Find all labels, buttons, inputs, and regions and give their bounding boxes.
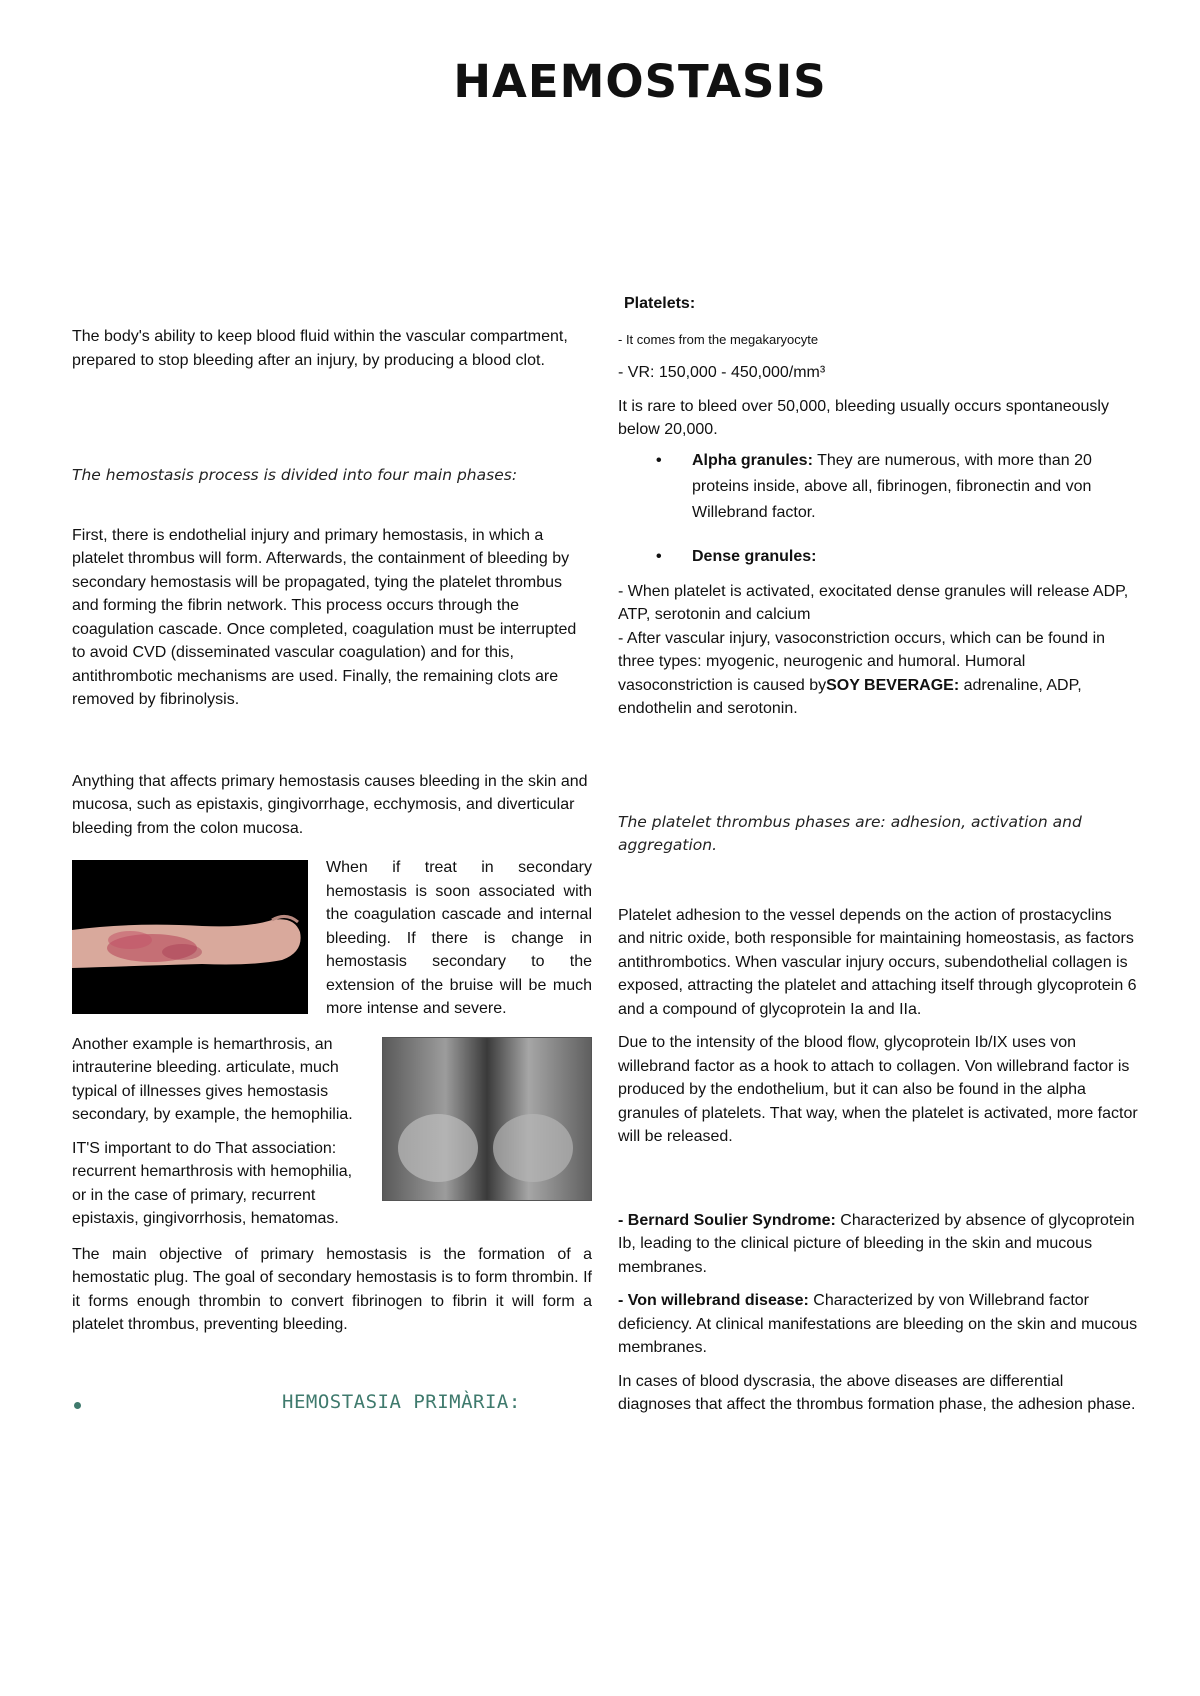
injury-text: - After vascular injury, vasoconstriction occurs, which can be found in three types: myogenic, neurogenic and humoral. Humoral vasoconstriction is caused by — [618, 629, 1106, 694]
arm-section — [72, 856, 592, 1021]
von-willebrand-paragraph — [618, 1289, 1138, 1360]
blood-flow-paragraph: Due to the intensity of the blood flow, glycoprotein Ib/IX uses von willebrand factor as a hook to attach to collagen. Von willebrand factor is produced by the endothelium, but it can also be found in the alpha granules of platelets. That way, when the platelet is activated, more factor will be released. — [618, 1034, 1138, 1145]
platelets-origin: - It comes from the megakaryocyte — [618, 331, 819, 347]
injury-end-text: adrenaline, ADP, endothelin and serotonin. — [618, 676, 1082, 717]
bernard-soulier-paragraph — [618, 1209, 1138, 1280]
objective-paragraph: The main objective of primary hemostasis is the formation of a hemostatic plug. The goal of secondary hemostasis is to form thrombin. If it forms enough thrombin to convert fibrinogen to fibrin it will form a platelet thrombus, preventing bleeding. — [72, 1245, 592, 1333]
phases-intro: The hemostasis process is divided into four main phases: — [72, 466, 518, 484]
bernard-soulier-text: Characterized by absence of glycoprotein Ib, leading to the clinical picture of bleeding in the skin and mucous membranes. — [618, 1211, 1135, 1276]
thrombus-phases: The platelet thrombus phases are: adhesion, activation and aggregation. — [618, 812, 1082, 854]
hemarthrosis-paragraph: Another example is hemarthrosis, an intrauterine bleeding. articulate, much typical of illnesses gives hemostasis secondary, by example, the hemophilia. — [72, 1035, 353, 1123]
bernard-soulier-label: - Bernard Soulier Syndrome: — [618, 1211, 836, 1229]
bullet-dot-icon — [74, 1402, 81, 1409]
activation-paragraph: - When platelet is activated, exocitated dense granules will release ADP, ATP, serotonin and calcium — [618, 582, 1129, 623]
alpha-granules-label: Alpha granules: — [692, 451, 813, 469]
list-item — [618, 448, 1138, 526]
bruised-arm-image — [72, 860, 308, 1014]
adhesion-paragraph: Platelet adhesion to the vessel depends on the action of prostacyclins and nitric oxide, both responsible for maintaining homeostasis, as factors antithrombotics. When vascular injury occurs, subendothelial collagen is exposed, attracting the platelet and attaching itself through glycoprotein 6 and a compound of glycoprotein Ia and IIa. — [618, 906, 1137, 1018]
primary-bleeding-paragraph: Anything that affects primary hemostasis causes bleeding in the skin and mucosa, such as epistaxis, gingivorrhage, ecchymosis, and diverticular bleeding from the colon mucosa. — [72, 772, 588, 837]
phases-paragraph: First, there is endothelial injury and primary hemostasis, in which a platelet thrombus will form. Afterwards, the containment of bleeding by secondary hemostasis will be propagated, tying the platelet thrombus and forming the fibrin network. This process occurs through the coagulation cascade. Once completed, coagulation must be interrupted to avoid CVD (disseminated vascular coagulation) and for this, antithrombotic mechanisms are used. Finally, the remaining clots are removed by fibrinolysis. — [72, 526, 577, 708]
von-willebrand-text: Characterized by von Willebrand factor deficiency. At clinical manifestations are bleeding on the skin and mucous membranes. — [618, 1292, 1138, 1356]
knee-section — [72, 1033, 592, 1231]
bullet-icon: • — [656, 451, 662, 469]
rare-bleed-paragraph: It is rare to bleed over 50,000, bleeding usually occurs spontaneously below 20,000. — [618, 397, 1109, 438]
list-item — [618, 544, 1138, 570]
arm-icon — [72, 860, 308, 1014]
granules-list — [618, 448, 1138, 570]
bullet-icon: • — [656, 547, 662, 565]
von-willebrand-label: - Von willebrand disease: — [618, 1292, 809, 1309]
knee-icon — [383, 1038, 591, 1200]
left-column — [72, 325, 592, 1419]
knee-image — [382, 1037, 592, 1201]
injury-paragraph — [618, 627, 1138, 721]
platelets-heading: Platelets: — [624, 295, 696, 312]
soy-beverage-label: SOY BEVERAGE: — [826, 676, 960, 694]
definition-paragraph: The body's ability to keep blood fluid within the vascular compartment, prepared to stop bleeding after an injury, by producing a blood clot. — [72, 328, 568, 369]
alpha-granules-text: They are numerous, with more than 20 proteins inside, above all, fibrinogen, fibronectin and von Willebrand factor. — [692, 451, 1092, 521]
important-paragraph: IT'S important to do That association: recurrent hemarthrosis with hemophilia, or in the case of primary, recurrent epistaxis, gingivorrhosis, hematomas. — [72, 1139, 353, 1227]
footer-heading-row — [72, 1389, 592, 1419]
secondary-paragraph: When if treat in secondary hemostasis is soon associated with the coagulation cascade and internal bleeding. If there is change in hemostasis secondary to the extension of the bruise will be much more intense and severe. — [326, 859, 592, 1017]
page-title: HAEMOSTASIS — [453, 55, 827, 108]
primary-hemostasis-heading: HEMOSTASIA PRIMÀRIA: — [282, 1390, 521, 1413]
dyscrasia-paragraph: In cases of blood dyscrasia, the above diseases are differential diagnoses that affect the thrombus formation phase, the adhesion phase. — [618, 1372, 1136, 1413]
right-column — [618, 292, 1138, 1417]
dense-granules-label: Dense granules: — [692, 547, 817, 565]
platelets-vr: - VR: 150,000 - 450,000/mm³ — [618, 364, 826, 381]
